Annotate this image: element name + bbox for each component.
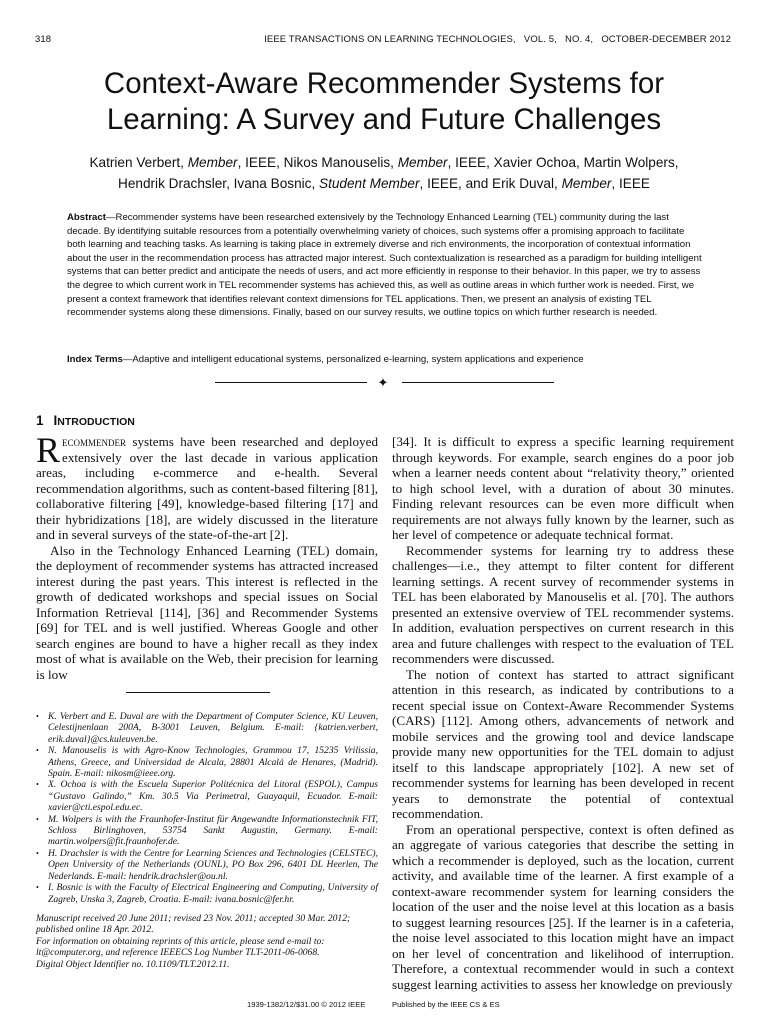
author-list [30, 152, 738, 194]
society: , IEEE [419, 176, 459, 191]
footer-publisher: Published by the IEEE CS & ES [392, 1000, 500, 1009]
affiliation-text: I. Bosnic is with the Faculty of Electrical Engineering and Computing, University of Zagreb, Unska 3, Zagreb, Croatia. E-mail: ivana.bosnic@fer.hr. [48, 882, 378, 905]
paragraph: From an operational perspective, context is often defined as an aggregate of various categories that describe the setting in which a recommender is deployed, such as the location, current activity, and available time of the learner. A first example of a context-aware recommender system for learning considers the location of the user and the noise level at this location as a basis to suggest learning resources [25]. If the learner is in a cafeteria, the noise level associated to this location might have an impact on her level of concentration and likelihood of interruption. Therefore, a contextual recommender would in such a context suggest learning activities to assess her knowledge on previously [392, 821, 734, 992]
section-heading [36, 413, 135, 428]
affiliation-text: H. Drachsler is with the Centre for Learning Sciences and Technologies (CELSTEC), Open University of the Netherlands (OUNL), PO Box 296, 6401 DL Heerlen, The Nederlands. E-mail: hendrik.drachsler@ou.nl. [48, 847, 378, 882]
paragraph [36, 430, 378, 543]
membership: Student Member [319, 176, 420, 191]
divider-rule-right [402, 382, 554, 383]
manuscript-dates: Manuscript received 20 June 2011; revised 23 Nov. 2011; accepted 30 Mar. 2012; published online 18 Apr. 2012. [36, 912, 351, 936]
author-line-2 [30, 173, 738, 194]
running-head [35, 34, 731, 48]
author-text: , and Erik Duval, [458, 176, 558, 191]
paragraph: Recommender systems for learning try to address these challenges—i.e., they attempt to filter content for different learning settings. A recent survey of recommender systems in TEL has been elaborated by Manouselis et al. [70]. The authors presented an extensive overview of TEL recommender systems. In addition, evaluation perspectives on current research in this area and future challenges with respect to the evaluation of TEL recommenders were discussed. [392, 542, 734, 666]
paragraph: Also in the Technology Enhanced Learning (TEL) domain, the deployment of recommender systems has attracted increased interest during the past years. This interest is reflected in the growth of dedicated workshops and special issues on Social Information Retrieval [114], [36] and Recommender Systems [69] for TEL and is well justified. Whereas Google and other search engines are bound to have a higher recall as they index most of what is available on the Web, their precision for learning is low [36, 542, 378, 682]
abstract-text: —Recommender systems have been researched extensively by the Technology Enhanced Learning (TEL) community during the last decade. By identifying suitable resources from a potentially overwhelming variety of choices, such systems offer a promising approach to facilitate both learning and teaching tasks. As learning is taking place in extremely diverse and rich environments, the incorporation of contextual information about the user in the recommendation process has attracted major interest. Such contextualization is researched as a paradigm for building intelligent systems that can better predict and anticipate the needs of users, and act more efficiently in response to their behavior. In this paper, we try to assess the degree to which current work in TEL recommender systems has achieved this, as well as outline areas in which further work is needed. First, we present a context framework that identifies relevant context dimensions for TEL applications. Then, we present an analysis of existing TEL recommender systems along these dimensions. Finally, based on our survey results, we outline topics on which further research is needed. [67, 212, 702, 319]
title-line-2: Learning: A Survey and Future Challenges [106, 103, 662, 136]
index-terms-label: Index Terms [67, 354, 123, 365]
left-column [36, 430, 378, 682]
divider-rule-left [215, 382, 367, 383]
affiliation-text: X. Ochoa is with the Escuela Superior Politécnica del Litoral (ESPOL), Campus “Gustavo Galindo,” Km. 30.5 Via Perimetral, Guayaquil, Ecuador. E-mail: xavier@cti.espol.edu.ec. [48, 779, 378, 814]
divider-diamond-icon: ✦ [377, 375, 389, 390]
affiliation-item [36, 882, 378, 905]
affiliation-item [36, 814, 378, 848]
paragraph: [34]. It is difficult to express a specific learning requirement through keywords. For example, search engines do a poor job when a learner needs content about “relativity theory,” oriented to high school level, with a duration of about 30 minutes. Finding relevant resources can be even more difficult when requirements are not always fully known by the learner, such as her level of competence or adequate technical format. [392, 434, 734, 542]
reprints-info: For information on obtaining reprints of this article, please send e-mail to: lt@computer.org, and reference IEEECS Log Number TLT-2011-06-0068. [36, 935, 325, 959]
author-line-1 [30, 152, 738, 173]
affiliation-item [36, 745, 378, 779]
footnote-rule [126, 692, 270, 693]
membership: Member [397, 155, 448, 170]
paragraph-text: systems have been researched and deployed extensively over the last decade in various application areas, including e-commerce and e-health. Several recommendation algorithms, such as content-based filtering [81], collaborative filtering [49], knowledge-based filtering [17] and their hybridizations [18], are widely discussed in the literature and in several surveys of the state-of-the-art [2]. [36, 434, 378, 542]
paper-title [30, 66, 738, 138]
membership: Member [561, 176, 612, 191]
affiliation-item [36, 848, 378, 882]
author-text: , Xavier Ochoa, Martin Wolpers, [486, 155, 679, 170]
drop-cap: R [36, 430, 61, 470]
bullet-icon: • [36, 814, 39, 824]
bullet-icon: • [36, 780, 39, 790]
publication-note [36, 913, 378, 970]
author-text: , Nikos Manouselis, [276, 155, 394, 170]
title-line-1: Context-Aware Recommender Systems for [103, 67, 665, 100]
footnotes [36, 711, 378, 970]
bullet-icon: • [36, 848, 39, 858]
author-text: Hendrik Drachsler, Ivana Bosnic, [118, 176, 316, 191]
footer-copyright: 1939-1382/12/$31.00 © 2012 IEEE [247, 1000, 366, 1009]
bullet-icon: • [36, 712, 39, 721]
index-terms-text: —Adaptive and intelligent educational systems, personalized e-learning, system applications and experience [122, 354, 584, 365]
index-terms [67, 353, 707, 366]
affiliation-text: M. Wolpers is with the Fraunhofer-Institut für Angewandte Informationstechnik FIT, Schloss Birlinghoven, 53754 Sankt Augustin, Germany. E-mail: martin.wolpers@fit.fraunhofer.de. [48, 813, 378, 848]
page-number: 318 [35, 34, 52, 45]
right-column [392, 434, 734, 992]
abstract-label: Abstract [67, 212, 106, 223]
society: , IEEE [611, 176, 650, 191]
affiliation-list [36, 711, 378, 905]
affiliation-text: N. Manouselis is with Agro-Know Technologies, Grammou 17, 15235 Vrilissia, Athens, Greece, and Universidad de Alcala, 28801 Alcalá de Henares, (Madrid). Spain. E-mail: nikosm@ieee.org. [48, 745, 378, 780]
paragraph: The notion of context has started to attract significant attention in this research, as indicated by contributions to a recent special issue on Context-Aware Recommender Systems (CARS) [112]. Among others, advancements of network and mobile services and the growing tool and device landscape provide many new opportunities for the TEL domain to adjust itself to this landscape appropriately [102]. A new set of recommender systems for learning has been developed in recent years to demonstrate the potential of contextual recommendation. [392, 666, 734, 821]
small-caps-lead: ecommender [62, 434, 127, 449]
doi: Digital Object Identifier no. 10.1109/TLT.2012.11. [36, 958, 230, 970]
section-title-initial: I [53, 413, 58, 428]
membership: Member [187, 155, 238, 170]
author-text: Katrien Verbert, [89, 155, 184, 170]
abstract [67, 211, 705, 320]
society: , IEEE [237, 155, 277, 170]
affiliation-item [36, 779, 378, 813]
section-number: 1 [36, 413, 44, 428]
bullet-icon: • [36, 746, 39, 756]
section-title-rest: NTRODUCTION [57, 416, 135, 428]
affiliation-item [36, 711, 378, 745]
affiliation-text: K. Verbert and E. Duval are with the Department of Computer Science, KU Leuven, Celestijnenlaan 200A, B-3001 Leuven, Belgium. E-mail: {katrien.verbert, erik.duval}@cs.kuleuven.be. [48, 711, 378, 745]
society: , IEEE [447, 155, 487, 170]
journal-line: IEEE TRANSACTIONS ON LEARNING TECHNOLOGIES, VOL. 5, NO. 4, OCTOBER-DECEMBER 2012 [264, 34, 731, 45]
bullet-icon: • [36, 883, 39, 893]
